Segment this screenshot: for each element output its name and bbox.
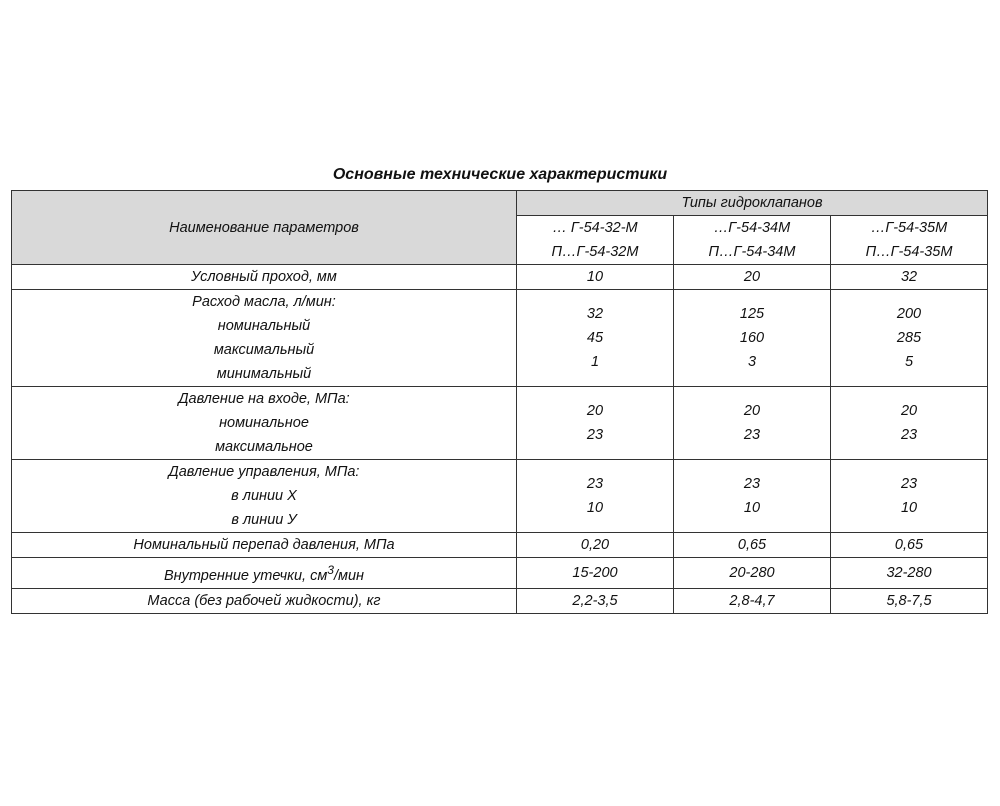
param-subitem: минимальный [216, 366, 312, 382]
value: 0,20 [580, 537, 610, 553]
specifications-table [11, 190, 988, 614]
value: 10 [586, 500, 604, 516]
param-subitem: в линии X [231, 488, 297, 504]
table-row [12, 290, 988, 387]
value: 200 [896, 306, 922, 322]
value-cell [831, 588, 988, 613]
value: 20 [743, 403, 761, 419]
value: 20 [900, 403, 918, 419]
table-row [12, 588, 988, 613]
param-name: Условный проход, мм [191, 269, 337, 285]
param-name [12, 558, 516, 588]
table-row [12, 558, 988, 589]
param-subitem: номинальный [217, 318, 311, 334]
table-row [12, 387, 988, 460]
value-cell [517, 460, 674, 533]
param-cell [12, 588, 517, 613]
value-cell [517, 533, 674, 558]
value-cell [831, 533, 988, 558]
value: 23 [743, 427, 761, 443]
param-cell [12, 387, 517, 460]
param-subitem: номинальное [219, 415, 309, 431]
value: 2,8-4,7 [729, 592, 775, 609]
param-cell [12, 290, 517, 387]
value: 23 [586, 427, 604, 443]
value-cell [674, 533, 831, 558]
type-header-cell [517, 216, 674, 265]
value-cell [674, 387, 831, 460]
param-name-part: /мин [334, 567, 365, 584]
type-code: П…Г-54-34М [708, 244, 796, 260]
valve-types-header-label: Типы гидроклапанов [681, 195, 823, 211]
value: 2,2-3,5 [572, 592, 618, 609]
value: 32 [586, 306, 604, 322]
value-cell [674, 290, 831, 387]
value: 1 [590, 354, 600, 370]
param-name-part: Внутренние утечки, см [163, 567, 328, 584]
unit-superscript: 3 [327, 563, 334, 577]
valve-types-header-cell [517, 191, 988, 216]
value: 20 [743, 269, 761, 285]
value: 23 [900, 427, 918, 443]
value: 15-200 [572, 564, 618, 581]
param-subitem: максимальный [213, 342, 315, 358]
table-row [12, 533, 988, 558]
value-cell [674, 588, 831, 613]
value: 285 [896, 330, 922, 346]
value: 0,65 [894, 537, 924, 553]
param-cell [12, 533, 517, 558]
value: 5,8-7,5 [886, 592, 932, 609]
table-row [12, 265, 988, 290]
type-code: … Г-54-32-М [552, 220, 638, 236]
value: 23 [586, 476, 604, 492]
param-header-label: Наименование параметров [169, 219, 359, 236]
value-cell [831, 290, 988, 387]
value-cell [831, 265, 988, 290]
value: 10 [743, 500, 761, 516]
value: 32-280 [886, 564, 932, 581]
value-cell [831, 558, 988, 589]
param-cell [12, 558, 517, 589]
value: 20-280 [729, 564, 775, 581]
param-name: Номинальный перепад давления, МПа [133, 537, 395, 553]
param-cell [12, 460, 517, 533]
param-name: Давление управления, МПа: [168, 464, 360, 480]
value: 0,65 [737, 537, 767, 553]
value-cell [517, 558, 674, 589]
value-cell [517, 588, 674, 613]
value-cell [831, 387, 988, 460]
type-code: П…Г-54-32М [551, 244, 639, 260]
value: 3 [747, 354, 757, 370]
param-cell [12, 265, 517, 290]
table-header-row [12, 191, 988, 216]
value: 160 [739, 330, 765, 346]
value: 125 [739, 306, 765, 322]
table-row [12, 460, 988, 533]
param-name: Давление на входе, МПа: [178, 391, 350, 407]
value-cell [831, 460, 988, 533]
value-cell [517, 290, 674, 387]
value: 10 [586, 269, 604, 285]
document-title: Основные технические характеристики [332, 166, 668, 183]
param-subitem: в линии У [231, 512, 297, 528]
param-header-cell [12, 191, 517, 265]
type-code: …Г-54-35М [870, 220, 948, 236]
value: 45 [586, 330, 604, 346]
value-cell [674, 460, 831, 533]
type-header-cell [674, 216, 831, 265]
value-cell [517, 265, 674, 290]
value: 10 [900, 500, 918, 516]
value-cell [517, 387, 674, 460]
type-header-cell [831, 216, 988, 265]
value: 23 [743, 476, 761, 492]
value: 32 [900, 269, 918, 285]
param-name: Расход масла, л/мин: [192, 294, 336, 310]
value-cell [674, 558, 831, 589]
param-subitem: максимальное [215, 439, 313, 455]
type-code: П…Г-54-35М [865, 244, 953, 260]
param-name: Масса (без рабочей жидкости), кг [147, 592, 381, 609]
value: 20 [586, 403, 604, 419]
value: 5 [904, 354, 914, 370]
type-code: …Г-54-34М [713, 220, 791, 236]
value: 23 [900, 476, 918, 492]
value-cell [674, 265, 831, 290]
